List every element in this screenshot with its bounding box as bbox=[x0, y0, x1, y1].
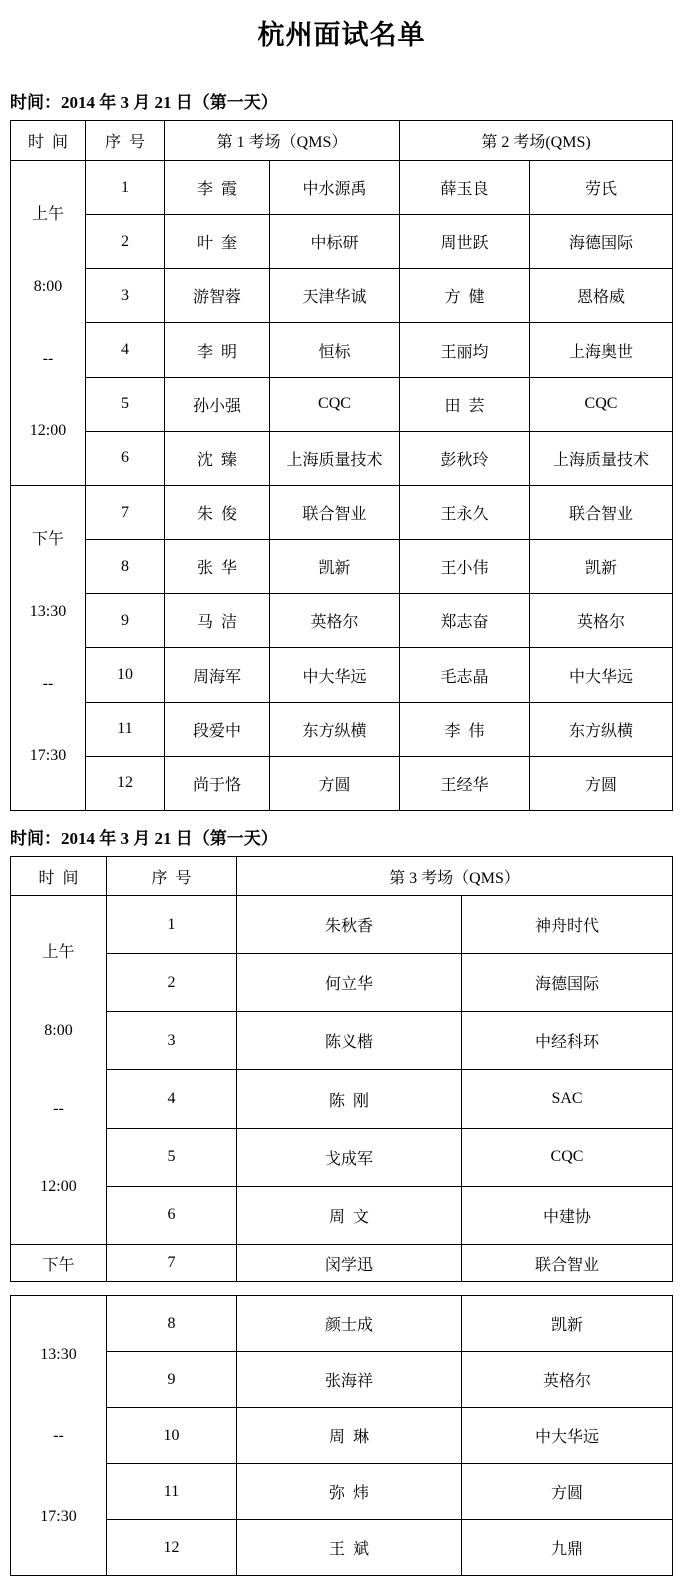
table-row bbox=[11, 1352, 673, 1408]
candidate-name: 弥 炜 bbox=[237, 1464, 462, 1520]
serial-cell: 11 bbox=[107, 1464, 237, 1520]
serial-cell: 5 bbox=[107, 1128, 237, 1186]
candidate-org: 方圆 bbox=[462, 1464, 673, 1520]
candidate-org: 上海奥世 bbox=[530, 323, 673, 377]
serial-cell: 10 bbox=[107, 1408, 237, 1464]
candidate-org: 方圆 bbox=[530, 756, 673, 810]
table-row bbox=[11, 161, 673, 215]
candidate-name: 周 琳 bbox=[237, 1408, 462, 1464]
interview-table-1 bbox=[10, 120, 673, 811]
serial-cell: 12 bbox=[86, 756, 165, 810]
candidate-org: 联合智业 bbox=[270, 486, 400, 540]
table-row bbox=[11, 486, 673, 540]
serial-cell: 3 bbox=[86, 269, 165, 323]
time-line: -- bbox=[53, 1100, 64, 1117]
candidate-name: 王丽均 bbox=[400, 323, 530, 377]
table-row bbox=[11, 1186, 673, 1244]
candidate-org: 上海质量技术 bbox=[270, 431, 400, 485]
table-row bbox=[11, 540, 673, 594]
serial-cell: 4 bbox=[86, 323, 165, 377]
serial-cell: 9 bbox=[86, 594, 165, 648]
candidate-org: 东方纵横 bbox=[530, 702, 673, 756]
candidate-name: 彭秋玲 bbox=[400, 431, 530, 485]
candidate-name: 叶 奎 bbox=[165, 215, 270, 269]
serial-cell: 4 bbox=[107, 1070, 237, 1128]
candidate-org: 中大华远 bbox=[270, 648, 400, 702]
candidate-name: 薛玉良 bbox=[400, 161, 530, 215]
table-row bbox=[11, 215, 673, 269]
serial-cell: 9 bbox=[107, 1352, 237, 1408]
table-row bbox=[11, 648, 673, 702]
time-cell-afternoon-label: 下午 bbox=[11, 1245, 107, 1282]
candidate-org: 恩格威 bbox=[530, 269, 673, 323]
candidate-org: 中建协 bbox=[462, 1186, 673, 1244]
candidate-org: 东方纵横 bbox=[270, 702, 400, 756]
candidate-name: 王永久 bbox=[400, 486, 530, 540]
candidate-org: SAC bbox=[462, 1070, 673, 1128]
candidate-name: 朱秋香 bbox=[237, 896, 462, 954]
serial-cell: 1 bbox=[107, 896, 237, 954]
table2-header-row bbox=[11, 857, 673, 896]
candidate-name: 郑志奋 bbox=[400, 594, 530, 648]
serial-cell: 7 bbox=[107, 1245, 237, 1282]
candidate-name: 孙小强 bbox=[165, 377, 270, 431]
time-cell-morning bbox=[11, 161, 86, 486]
candidate-name: 陈义楷 bbox=[237, 1012, 462, 1070]
candidate-org: 凯新 bbox=[270, 540, 400, 594]
candidate-org: CQC bbox=[270, 377, 400, 431]
candidate-org: CQC bbox=[462, 1128, 673, 1186]
candidate-org: 上海质量技术 bbox=[530, 431, 673, 485]
table-row bbox=[11, 1296, 673, 1352]
candidate-name: 游智蓉 bbox=[165, 269, 270, 323]
table-row bbox=[11, 431, 673, 485]
time-line: -- bbox=[42, 350, 54, 367]
candidate-org: 联合智业 bbox=[530, 486, 673, 540]
candidate-name: 沈 臻 bbox=[165, 431, 270, 485]
time-line: 12:00 bbox=[29, 422, 67, 439]
candidate-name: 方 健 bbox=[400, 269, 530, 323]
table-row bbox=[11, 1070, 673, 1128]
serial-cell: 2 bbox=[107, 954, 237, 1012]
table-row bbox=[11, 896, 673, 954]
candidate-name: 毛志晶 bbox=[400, 648, 530, 702]
serial-cell: 6 bbox=[107, 1186, 237, 1244]
table-row bbox=[11, 1012, 673, 1070]
serial-cell: 7 bbox=[86, 486, 165, 540]
candidate-org: 方圆 bbox=[270, 756, 400, 810]
candidate-name: 陈 刚 bbox=[237, 1070, 462, 1128]
candidate-org: 神舟时代 bbox=[462, 896, 673, 954]
time-line: -- bbox=[53, 1427, 64, 1444]
candidate-org: 劳氏 bbox=[530, 161, 673, 215]
candidate-name: 张 华 bbox=[165, 540, 270, 594]
table-row bbox=[11, 1464, 673, 1520]
serial-cell: 1 bbox=[86, 161, 165, 215]
candidate-org: 天津华诚 bbox=[270, 269, 400, 323]
candidate-name: 戈成军 bbox=[237, 1128, 462, 1186]
time-line: 17:30 bbox=[29, 747, 67, 764]
candidate-name: 段爱中 bbox=[165, 702, 270, 756]
candidate-org: 海德国际 bbox=[530, 215, 673, 269]
table-row bbox=[11, 323, 673, 377]
time-line: -- bbox=[42, 675, 54, 692]
candidate-org: 九鼎 bbox=[462, 1520, 673, 1576]
candidate-name: 李 霞 bbox=[165, 161, 270, 215]
header-serial: 序 号 bbox=[86, 121, 165, 161]
candidate-name: 王 斌 bbox=[237, 1520, 462, 1576]
candidate-name: 颜士成 bbox=[237, 1296, 462, 1352]
header-serial: 序 号 bbox=[107, 857, 237, 896]
table-row bbox=[11, 1128, 673, 1186]
candidate-org: 中标研 bbox=[270, 215, 400, 269]
table-row bbox=[11, 954, 673, 1012]
serial-cell: 10 bbox=[86, 648, 165, 702]
time-line: 上午 bbox=[42, 944, 75, 961]
candidate-org: 海德国际 bbox=[462, 954, 673, 1012]
serial-cell: 8 bbox=[86, 540, 165, 594]
candidate-org: 英格尔 bbox=[270, 594, 400, 648]
candidate-name: 李 伟 bbox=[400, 702, 530, 756]
time-line: 12:00 bbox=[40, 1178, 77, 1195]
table-row bbox=[11, 702, 673, 756]
candidate-name: 王经华 bbox=[400, 756, 530, 810]
time-line: 8:00 bbox=[33, 278, 63, 295]
table-row bbox=[11, 269, 673, 323]
header-time: 时 间 bbox=[11, 121, 86, 161]
candidate-org: 中水源禹 bbox=[270, 161, 400, 215]
interview-table-2 bbox=[10, 856, 673, 1282]
candidate-name: 田 芸 bbox=[400, 377, 530, 431]
table-row bbox=[11, 1408, 673, 1464]
serial-cell: 3 bbox=[107, 1012, 237, 1070]
page-title: 杭州面试名单 bbox=[257, 20, 426, 50]
header-time: 时 间 bbox=[11, 857, 107, 896]
serial-cell: 8 bbox=[107, 1296, 237, 1352]
table-row bbox=[11, 594, 673, 648]
header-room1: 第 1 考场（QMS） bbox=[165, 121, 400, 161]
candidate-name: 马 洁 bbox=[165, 594, 270, 648]
session2-date-label: 时间：2014 年 3 月 21 日（第一天） bbox=[10, 829, 278, 848]
serial-cell: 6 bbox=[86, 431, 165, 485]
candidate-name: 尚于恪 bbox=[165, 756, 270, 810]
time-line: 13:30 bbox=[29, 603, 67, 620]
candidate-org: 中大华远 bbox=[462, 1408, 673, 1464]
table1-header-row bbox=[11, 121, 673, 161]
time-cell-morning bbox=[11, 896, 107, 1245]
time-line: 下午 bbox=[31, 531, 64, 548]
candidate-name: 李 明 bbox=[165, 323, 270, 377]
serial-cell: 12 bbox=[107, 1520, 237, 1576]
candidate-org: 联合智业 bbox=[462, 1245, 673, 1282]
header-room2: 第 2 考场(QMS) bbox=[400, 121, 673, 161]
candidate-org: 中大华远 bbox=[530, 648, 673, 702]
serial-cell: 5 bbox=[86, 377, 165, 431]
candidate-name: 闵学迅 bbox=[237, 1245, 462, 1282]
candidate-name: 周海军 bbox=[165, 648, 270, 702]
candidate-org: 中经科环 bbox=[462, 1012, 673, 1070]
time-line: 13:30 bbox=[40, 1346, 77, 1363]
time-line: 17:30 bbox=[40, 1508, 77, 1525]
candidate-name: 王小伟 bbox=[400, 540, 530, 594]
candidate-name: 周世跃 bbox=[400, 215, 530, 269]
candidate-org: 英格尔 bbox=[462, 1352, 673, 1408]
candidate-org: CQC bbox=[530, 377, 673, 431]
candidate-org: 恒标 bbox=[270, 323, 400, 377]
candidate-name: 张海祥 bbox=[237, 1352, 462, 1408]
candidate-org: 凯新 bbox=[530, 540, 673, 594]
table-row bbox=[11, 1520, 673, 1576]
serial-cell: 11 bbox=[86, 702, 165, 756]
table-row bbox=[11, 756, 673, 810]
candidate-name: 何立华 bbox=[237, 954, 462, 1012]
candidate-org: 凯新 bbox=[462, 1296, 673, 1352]
table-row bbox=[11, 377, 673, 431]
serial-cell: 2 bbox=[86, 215, 165, 269]
table-row bbox=[11, 1245, 673, 1282]
time-line: 8:00 bbox=[44, 1022, 73, 1039]
candidate-name: 朱 俊 bbox=[165, 486, 270, 540]
candidate-name: 周 文 bbox=[237, 1186, 462, 1244]
header-room3: 第 3 考场（QMS） bbox=[237, 857, 673, 896]
session1-date-label: 时间：2014 年 3 月 21 日（第一天） bbox=[10, 93, 278, 112]
time-line: 上午 bbox=[31, 206, 64, 223]
time-cell-afternoon bbox=[11, 486, 86, 811]
time-cell-afternoon-times bbox=[11, 1296, 107, 1576]
interview-table-2-continued bbox=[10, 1295, 673, 1576]
candidate-org: 英格尔 bbox=[530, 594, 673, 648]
